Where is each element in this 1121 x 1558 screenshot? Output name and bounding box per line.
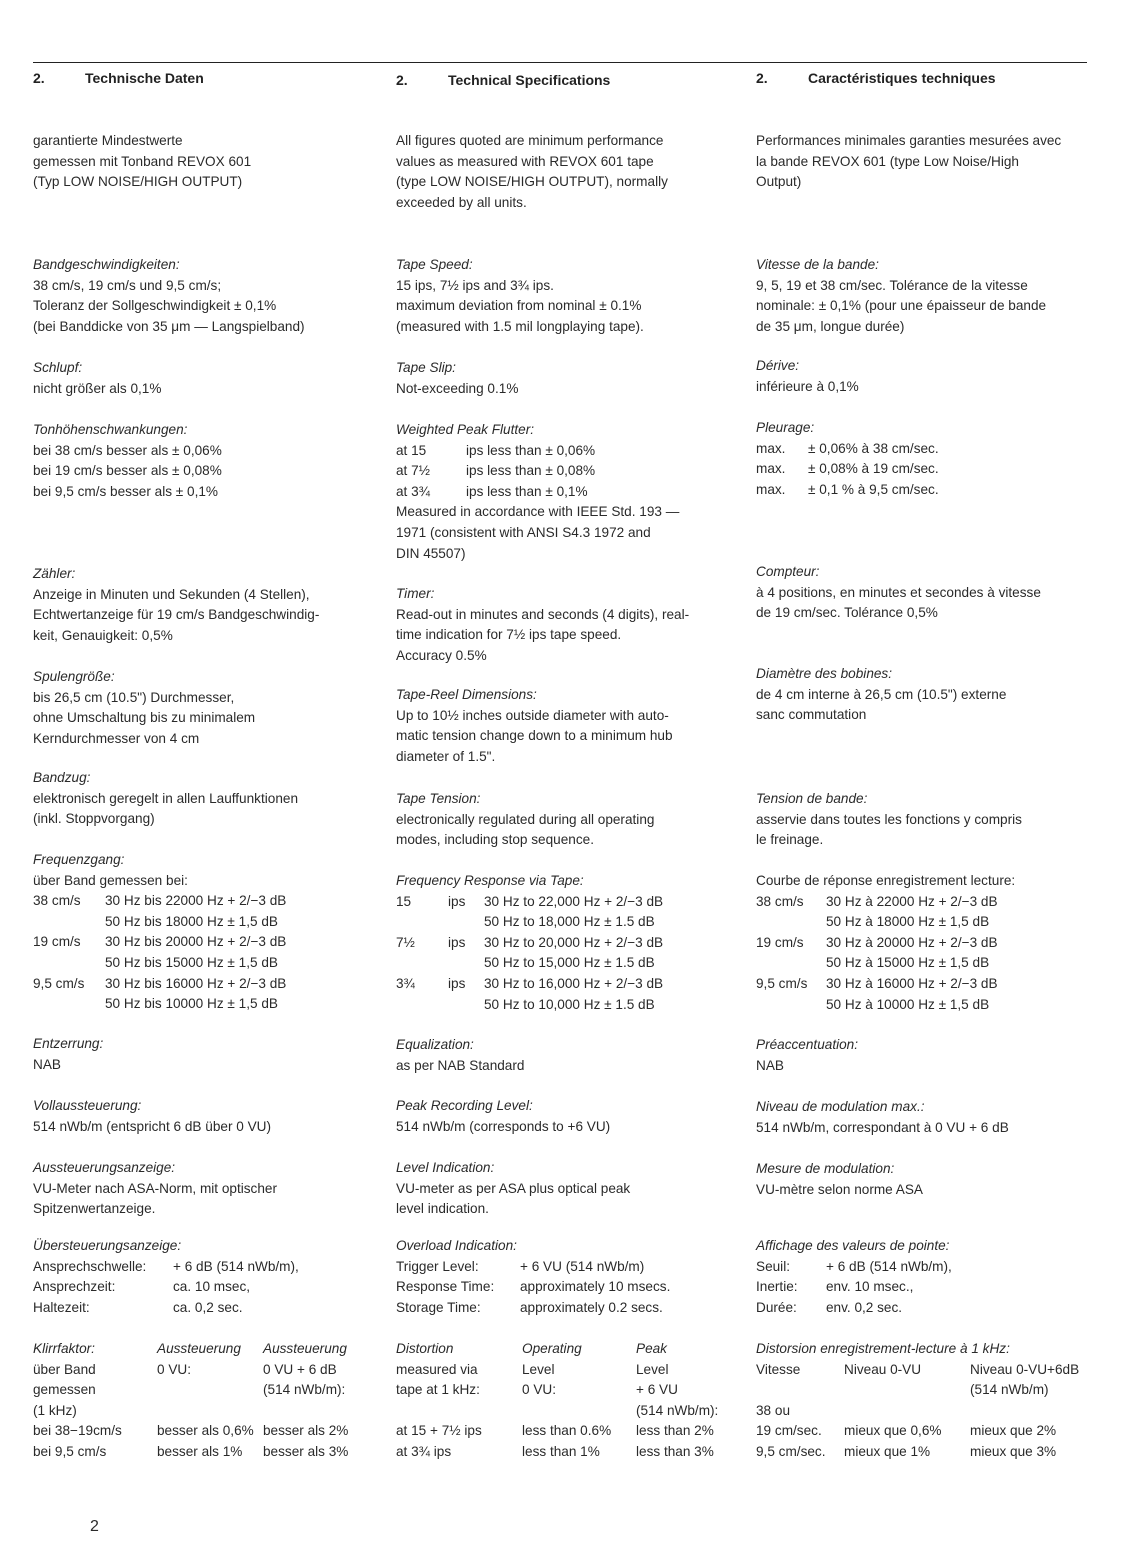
table-cell: 50 Hz à 18000 Hz ± 1,5 dB (826, 914, 990, 930)
table-cell: Aussteuerung (263, 1341, 347, 1356)
text-line: gemessen mit Tonband REVOX 601 (33, 153, 252, 169)
table-cell: 30 Hz to 22,000 Hz + 2/−3 dB (484, 893, 664, 909)
text-line: de 4 cm interne à 26,5 cm (10.5") externe (756, 686, 1007, 702)
intro-en (396, 131, 668, 213)
table-cell: env. 10 msec., (826, 1279, 914, 1295)
table-cell: 30 Hz à 22000 Hz + 2/−3 dB (826, 893, 998, 909)
table-cell: 0 VU: (522, 1382, 556, 1398)
flutter-fr: Pleurage: max. ± 0,06% à 38 cm/sec. max. ± 0,08% à 19 cm/sec. max. ± 0,1 % à 9,5 cm/sec. (756, 418, 939, 500)
table-cell (970, 1401, 1079, 1422)
text-line: Up to 10½ inches outside diameter with auto- (396, 707, 669, 723)
table-cell: 19 cm/sec. (756, 1423, 822, 1439)
overload-fr: Affichage des valeurs de pointe: Seuil: + 6 dB (514 nWb/m), Inertie: env. 10 msec., Durée: env. 0,2 sec. (756, 1236, 952, 1318)
counter-fr: Compteur: à 4 positions, en minutes et secondes à vitesse de 19 cm/sec. Tolérance 0,5% (756, 562, 1041, 624)
text-line: à 4 positions, en minutes et secondes à vitesse (756, 584, 1041, 600)
text-line: inférieure à 0,1% (756, 378, 859, 394)
text-line: keit, Genauigkeit: 0,5% (33, 627, 173, 643)
text-line: 514 nWb/m (corresponds to +6 VU) (396, 1118, 611, 1134)
table-cell: ips (448, 934, 466, 950)
section-header-fr: 2. Caractéristiques techniques (756, 70, 996, 86)
table-cell: 50 Hz bis 15000 Hz ± 1,5 dB (105, 954, 278, 970)
table-cell (448, 912, 484, 933)
flutter-table-en (396, 441, 679, 503)
distortion-table-en (396, 1339, 718, 1463)
table-cell: Level (636, 1361, 669, 1377)
distortion-table-de (33, 1339, 348, 1463)
text-line: nicht größer als 0,1% (33, 380, 162, 396)
table-cell (522, 1401, 636, 1422)
text-line: nominale: ± 0,1% (pour une épaisseur de bande (756, 298, 1047, 314)
table-cell: 30 Hz bis 22000 Hz + 2/−3 dB (105, 893, 287, 909)
indication-de: Aussteuerungsanzeige: VU-Meter nach ASA-Norm, mit optischer Spitzenwertanzeige. (33, 1158, 277, 1220)
table-cell: Niveau 0-VU (844, 1361, 922, 1377)
tension-fr: Tension de bande: asservie dans toutes les fonctions y compris le freinage. (756, 789, 1022, 851)
table-cell: max. (756, 481, 786, 497)
text-line: garantierte Mindestwerte (33, 133, 183, 148)
table-cell (396, 912, 448, 933)
slip-fr: Dérive: inférieure à 0,1% (756, 356, 859, 397)
table-cell: + 6 dB (514 nWb/m), (826, 1258, 952, 1274)
table-cell: ± 0,06% à 38 cm/sec. (808, 440, 939, 456)
table-cell: at 7½ (396, 463, 431, 479)
overload-table-fr (756, 1257, 952, 1319)
table-cell (396, 1401, 522, 1422)
table-cell: + 6 VU (636, 1382, 678, 1398)
text-line: bei 38 cm/s besser als ± 0,06% (33, 442, 222, 458)
page-number: 2 (90, 1518, 99, 1535)
table-cell: 15 (396, 893, 412, 909)
table-cell: Seuil: (756, 1258, 791, 1274)
table-cell: 50 Hz bis 10000 Hz ± 1,5 dB (105, 996, 278, 1012)
table-cell: 0 VU: (157, 1361, 191, 1377)
table-cell: (514 nWb/m) (970, 1382, 1049, 1398)
table-cell: at 3¾ ips (396, 1443, 452, 1459)
slip-de: Schlupf: nicht größer als 0,1% (33, 358, 161, 399)
table-cell: ± 0,08% à 19 cm/sec. (808, 461, 939, 477)
text-line: exceeded by all units. (396, 194, 527, 210)
table-cell (844, 1380, 970, 1401)
table-cell: mieux que 3% (970, 1443, 1057, 1459)
table-cell: mieux que 2% (970, 1423, 1057, 1439)
table-cell: ips (448, 893, 466, 909)
table-cell: bei 38−19cm/s (33, 1423, 122, 1439)
table-cell: 30 Hz bis 16000 Hz + 2/−3 dB (105, 975, 287, 991)
table-cell: mieux que 1% (844, 1443, 931, 1459)
intro-de (33, 131, 251, 193)
text-line: (type LOW NOISE/HIGH OUTPUT), normally (396, 174, 668, 190)
table-cell (756, 953, 826, 974)
text-line: 514 nWb/m (entspricht 6 dB über 0 VU) (33, 1118, 271, 1134)
table-cell: less than 0.6% (522, 1423, 612, 1439)
text-line: 514 nWb/m, correspondant à 0 VU + 6 dB (756, 1119, 1009, 1135)
table-cell: Durée: (756, 1299, 797, 1315)
table-cell: besser als 2% (263, 1423, 349, 1439)
table-cell (844, 1401, 970, 1422)
table-cell: 9,5 cm/s (756, 975, 808, 991)
freq-en: Frequency Response via Tape: 15 ips 30 Hz to 22,000 Hz + 2/−3 dB 50 Hz to 18,000 Hz ± 1.5 dB 7½ ips 30 Hz to 20,000 Hz + 2/−3 dB 50 Hz to 15,000 Hz ± 1.5 dB 3¾ ips 30 Hz to 16,000 Hz + 2/−3 dB 50 Hz to 10,000 Hz ± 1.5 dB (396, 871, 663, 1015)
text-line: ohne Umschaltung bis zu minimalem (33, 710, 256, 726)
table-cell (396, 995, 448, 1016)
text-line: (inkl. Stoppvorgang) (33, 811, 155, 827)
table-cell: 9,5 cm/sec. (756, 1443, 826, 1459)
text-line: (measured with 1.5 mil longplaying tape). (396, 318, 644, 334)
timer-en: Timer: Read-out in minutes and seconds (4 digits), real- time indication for 7½ ips tape speed. Accuracy 0.5% (396, 584, 689, 666)
table-cell: (514 nWb/m): (263, 1382, 346, 1398)
table-cell: 38 ou (756, 1402, 791, 1418)
table-cell: at 15 + 7½ ips (396, 1423, 482, 1439)
table-cell (448, 953, 484, 974)
table-cell: 30 Hz à 20000 Hz + 2/−3 dB (826, 934, 998, 950)
text-line: level indication. (396, 1201, 489, 1217)
text-line: Toleranz der Sollgeschwindigkeit ± 0,1% (33, 298, 277, 314)
table-cell: 50 Hz to 15,000 Hz ± 1.5 dB (484, 955, 655, 971)
table-cell (756, 995, 826, 1016)
reel-fr: Diamètre des bobines: de 4 cm interne à 26,5 cm (10.5") externe sanc commutation (756, 664, 1006, 726)
table-cell: Klirrfaktor: (33, 1341, 95, 1356)
text-line: bei 19 cm/s besser als ± 0,08% (33, 463, 222, 479)
text-line: modes, including stop sequence. (396, 832, 594, 848)
table-cell: besser als 0,6% (157, 1423, 254, 1439)
overload-de: Übersteuerungsanzeige: Ansprechschwelle: + 6 dB (514 nWb/m), Ansprechzeit: ca. 10 msec, Haltezeit: ca. 0,2 sec. (33, 1236, 299, 1318)
table-cell (396, 953, 448, 974)
table-cell: less than 1% (522, 1443, 600, 1459)
text-line: (Typ LOW NOISE/HIGH OUTPUT) (33, 174, 243, 190)
table-cell: bei 9,5 cm/s (33, 1443, 107, 1459)
flutter-en: Weighted Peak Flutter: at 15 ips less than ± 0,06% at 7½ ips less than ± 0,08% at 3¾ ips less than ± 0,1% Measured in accordance with IEEE Std. 193 — 1971 (consistent with ANSI S4.3 1972 and DIN 45507) (396, 420, 679, 564)
table-cell: 50 Hz à 15000 Hz ± 1,5 dB (826, 955, 990, 971)
text-line: time indication for 7½ ips tape speed. (396, 627, 622, 643)
tension-en: Tape Tension: electronically regulated during all operating modes, including stop sequence. (396, 789, 654, 851)
reel-de: Spulengröße: bis 26,5 cm (10.5") Durchmesser, ohne Umschaltung bis zu minimalem Kerndurchmesser von 4 cm (33, 667, 255, 749)
table-cell: Response Time: (396, 1279, 495, 1295)
table-cell (33, 912, 105, 933)
table-cell: Storage Time: (396, 1299, 481, 1315)
overload-table-en (396, 1257, 670, 1319)
text-line: Not-exceeding 0.1% (396, 380, 519, 396)
text-line: Output) (756, 174, 802, 190)
text-line: bis 26,5 cm (10.5") Durchmesser, (33, 689, 235, 705)
table-cell: ± 0,1 % à 9,5 cm/sec. (808, 481, 939, 497)
text-line: 1971 (consistent with ANSI S4.3 1972 and (396, 524, 651, 540)
distortion-fr: Distorsion enregistrement-lecture à 1 kHz: Vitesse Niveau 0-VU Niveau 0-VU+6dB (514 nWb/m) 38 ou 19 cm/sec. mieux que 0,6% mieux que 2% 9,5 cm/sec. mieux que 1% mieux que 3% (756, 1339, 1079, 1463)
table-cell: besser als 3% (263, 1443, 349, 1459)
table-cell: Niveau 0-VU+6dB (970, 1361, 1080, 1377)
speed-de: Bandgeschwindigkeiten: 38 cm/s, 19 cm/s und 9,5 cm/s; Toleranz der Sollgeschwindigkeit ± 0,1% (bei Banddicke von 35 μm — Langspielband) (33, 255, 305, 337)
table-cell: ips less than ± 0,08% (466, 463, 596, 479)
table-cell: 30 Hz bis 20000 Hz + 2/−3 dB (105, 934, 287, 950)
table-cell: Ansprechzeit: (33, 1279, 116, 1295)
indication-en: Level Indication: VU-meter as per ASA plus optical peak level indication. (396, 1158, 630, 1220)
table-cell: max. (756, 440, 786, 456)
indication-fr: Mesure de modulation: VU-mètre selon norme ASA (756, 1159, 923, 1200)
table-cell: ca. 0,2 sec. (173, 1299, 243, 1315)
eq-de: Entzerrung: NAB (33, 1034, 103, 1075)
text-line: elektronisch geregelt in allen Lauffunktionen (33, 790, 299, 806)
top-rule (33, 62, 1087, 63)
table-cell: Trigger Level: (396, 1258, 479, 1274)
text-line: NAB (756, 1057, 784, 1073)
table-cell: 50 Hz to 18,000 Hz ± 1.5 dB (484, 914, 655, 930)
flutter-table-fr (756, 439, 939, 501)
text-line: VU-meter as per ASA plus optical peak (396, 1180, 631, 1196)
table-cell: approximately 0.2 secs. (520, 1299, 663, 1315)
table-cell (756, 912, 826, 933)
text-line: 38 cm/s, 19 cm/s und 9,5 cm/s; (33, 277, 222, 293)
text-line: la bande REVOX 601 (type Low Noise/High (756, 153, 1019, 169)
tension-de: Bandzug: elektronisch geregelt in allen Lauffunktionen (inkl. Stoppvorgang) (33, 768, 298, 830)
text-line: as per NAB Standard (396, 1057, 525, 1073)
table-cell (756, 1380, 844, 1401)
table-cell: besser als 1% (157, 1443, 243, 1459)
text-line: values as measured with REVOX 601 tape (396, 153, 654, 169)
table-cell: 0 VU + 6 dB (263, 1361, 337, 1377)
table-cell: Haltezeit: (33, 1299, 90, 1315)
text-line: diameter of 1.5". (396, 748, 496, 764)
table-cell: ca. 10 msec, (173, 1279, 251, 1295)
text-line: asservie dans toutes les fonctions y compris (756, 811, 1022, 827)
table-cell: ips less than ± 0,1% (466, 483, 588, 499)
table-cell: 38 cm/s (756, 893, 804, 909)
speed-fr: Vitesse de la bande: 9, 5, 19 et 38 cm/sec. Tolérance de la vitesse nominale: ± 0,1% (pour une épaisseur de bande de 35 μm, longue durée) (756, 255, 1046, 337)
text-line: maximum deviation from nominal ± 0.1% (396, 298, 642, 314)
text-line: Anzeige in Minuten und Sekunden (4 Stellen), (33, 586, 310, 602)
text-line: NAB (33, 1056, 61, 1072)
table-cell: Ansprechschwelle: (33, 1258, 147, 1274)
table-cell: Aussteuerung (157, 1341, 241, 1356)
table-cell: 19 cm/s (33, 934, 81, 950)
table-cell: env. 0,2 sec. (826, 1299, 903, 1315)
flutter-de: Tonhöhenschwankungen: bei 38 cm/s besser als ± 0,06% bei 19 cm/s besser als ± 0,08% bei 9,5 cm/s besser als ± 0,1% (33, 420, 222, 502)
level-de: Vollaussteuerung: 514 nWb/m (entspricht 6 dB über 0 VU) (33, 1096, 271, 1137)
table-cell: 30 Hz à 16000 Hz + 2/−3 dB (826, 975, 998, 991)
counter-de: Zähler: Anzeige in Minuten und Sekunden (4 Stellen), Echtwertanzeige für 19 cm/s Bandgeschwindig- keit, Genauigkeit: 0,5% (33, 564, 319, 646)
freq-table-de (33, 891, 286, 1015)
overload-table-de (33, 1257, 299, 1319)
table-cell (263, 1401, 348, 1422)
table-cell (448, 995, 484, 1016)
table-cell (157, 1380, 263, 1401)
distortion-de (33, 1339, 348, 1463)
distortion-table-fr (756, 1360, 1079, 1463)
text-line: Echtwertanzeige für 19 cm/s Bandgeschwindig- (33, 607, 320, 623)
table-cell: Level (522, 1361, 555, 1377)
text-line: Spitzenwertanzeige. (33, 1201, 156, 1217)
text-line: electronically regulated during all operating (396, 811, 655, 827)
table-cell: 30 Hz to 16,000 Hz + 2/−3 dB (484, 975, 664, 991)
table-cell: 7½ (396, 934, 415, 950)
reel-en: Tape-Reel Dimensions: Up to 10½ inches outside diameter with auto- matic tension change down to a minimum hub diameter of 1.5". (396, 685, 673, 767)
freq-fr: Courbe de réponse enregistrement lecture: 38 cm/s 30 Hz à 22000 Hz + 2/−3 dB 50 Hz à 18000 Hz ± 1,5 dB 19 cm/s 30 Hz à 20000 Hz + 2/−3 dB 50 Hz à 15000 Hz ± 1,5 dB 9,5 cm/s 30 Hz à 16000 Hz + 2/−3 dB 50 Hz à 10000 Hz ± 1,5 dB (756, 871, 1015, 1015)
text-line: Accuracy 0.5% (396, 647, 487, 663)
table-cell: 30 Hz to 20,000 Hz + 2/−3 dB (484, 934, 664, 950)
table-cell: Operating (522, 1341, 582, 1356)
freq-de: Frequenzgang: über Band gemessen bei: 38 cm/s 30 Hz bis 22000 Hz + 2/−3 dB 50 Hz bis 18000 Hz ± 1,5 dB 19 cm/s 30 Hz bis 20000 Hz + 2/−3 dB 50 Hz bis 15000 Hz ± 1,5 dB 9,5 cm/s 30 Hz bis 16000 Hz + 2/−3 dB 50 Hz bis 10000 Hz ± 1,5 dB (33, 850, 286, 1015)
table-cell (33, 953, 105, 974)
table-cell: measured via (396, 1361, 478, 1377)
level-fr: Niveau de modulation max.: 514 nWb/m, correspondant à 0 VU + 6 dB (756, 1097, 1009, 1138)
intro-fr (756, 131, 1061, 193)
table-cell: Peak (636, 1341, 667, 1356)
eq-fr: Préaccentuation: NAB (756, 1035, 858, 1076)
table-cell: at 15 (396, 442, 427, 458)
text-line: Performances minimales garanties mesurées avec (756, 133, 1062, 148)
table-cell: approximately 10 msecs. (520, 1279, 671, 1295)
table-cell: 50 Hz bis 18000 Hz ± 1,5 dB (105, 913, 278, 929)
table-cell: Distortion (396, 1341, 454, 1356)
table-cell: Inertie: (756, 1279, 798, 1295)
text-line: Kerndurchmesser von 4 cm (33, 730, 200, 746)
table-cell: at 3¾ (396, 483, 431, 499)
table-cell: 50 Hz à 10000 Hz ± 1,5 dB (826, 996, 990, 1012)
table-cell: + 6 dB (514 nWb/m), (173, 1258, 299, 1274)
table-cell: max. (756, 461, 786, 477)
text-line: All figures quoted are minimum performance (396, 133, 664, 148)
text-line: de 19 cm/sec. Tolérance 0,5% (756, 605, 938, 621)
table-cell: mieux que 0,6% (844, 1423, 942, 1439)
table-cell: 3¾ (396, 975, 415, 991)
table-cell: + 6 VU (514 nWb/m) (520, 1258, 645, 1274)
table-cell: 19 cm/s (756, 934, 804, 950)
table-cell: ips less than ± 0,06% (466, 442, 596, 458)
table-cell (33, 994, 105, 1015)
table-cell: less than 2% (636, 1423, 714, 1439)
text-line: le freinage. (756, 832, 824, 848)
speed-en: Tape Speed: 15 ips, 7½ ips and 3¾ ips. maximum deviation from nominal ± 0.1% (measured with 1.5 mil longplaying tape). (396, 255, 644, 337)
section-header-de: 2. Technische Daten (33, 70, 204, 86)
freq-table-en (396, 892, 663, 1016)
section-header-en: 2. Technical Specifications (396, 72, 611, 88)
text-line: Read-out in minutes and seconds (4 digits), real- (396, 606, 690, 622)
text-line: DIN 45507) (396, 545, 466, 561)
level-en: Peak Recording Level: 514 nWb/m (corresponds to +6 VU) (396, 1096, 610, 1137)
table-cell: gemessen (33, 1382, 96, 1398)
table-cell: Vitesse (756, 1361, 801, 1377)
table-cell: (514 nWb/m): (636, 1402, 719, 1418)
table-cell (157, 1401, 263, 1422)
text-line: VU-Meter nach ASA-Norm, mit optischer (33, 1180, 278, 1196)
freq-table-fr (756, 892, 1015, 1016)
table-cell: ips (448, 975, 466, 991)
table-cell: 50 Hz to 10,000 Hz ± 1.5 dB (484, 996, 655, 1012)
table-cell: über Band (33, 1361, 96, 1377)
table-cell: 38 cm/s (33, 893, 81, 909)
text-line: matic tension change down to a minimum hub (396, 728, 673, 744)
table-cell: less than 3% (636, 1443, 714, 1459)
text-line: VU-mètre selon norme ASA (756, 1181, 923, 1197)
table-cell: 9,5 cm/s (33, 975, 85, 991)
text-line: 9, 5, 19 et 38 cm/sec. Tolérance de la vitesse (756, 277, 1028, 293)
distortion-en (396, 1339, 718, 1463)
slip-en: Tape Slip: Not-exceeding 0.1% (396, 358, 518, 399)
text-line: 15 ips, 7½ ips and 3¾ ips. (396, 277, 554, 293)
text-line: bei 9,5 cm/s besser als ± 0,1% (33, 483, 219, 499)
table-cell: (1 kHz) (33, 1402, 77, 1418)
text-line: sanc commutation (756, 707, 867, 723)
text-line: Measured in accordance with IEEE Std. 193 — (396, 504, 680, 520)
overload-en: Overload Indication: Trigger Level: + 6 VU (514 nWb/m) Response Time: approximately 10 msecs. Storage Time: approximately 0.2 secs. (396, 1236, 670, 1318)
eq-en: Equalization: as per NAB Standard (396, 1035, 524, 1076)
table-cell: tape at 1 kHz: (396, 1382, 480, 1398)
text-line: de 35 μm, longue durée) (756, 318, 905, 334)
text-line: (bei Banddicke von 35 μm — Langspielband) (33, 318, 305, 334)
